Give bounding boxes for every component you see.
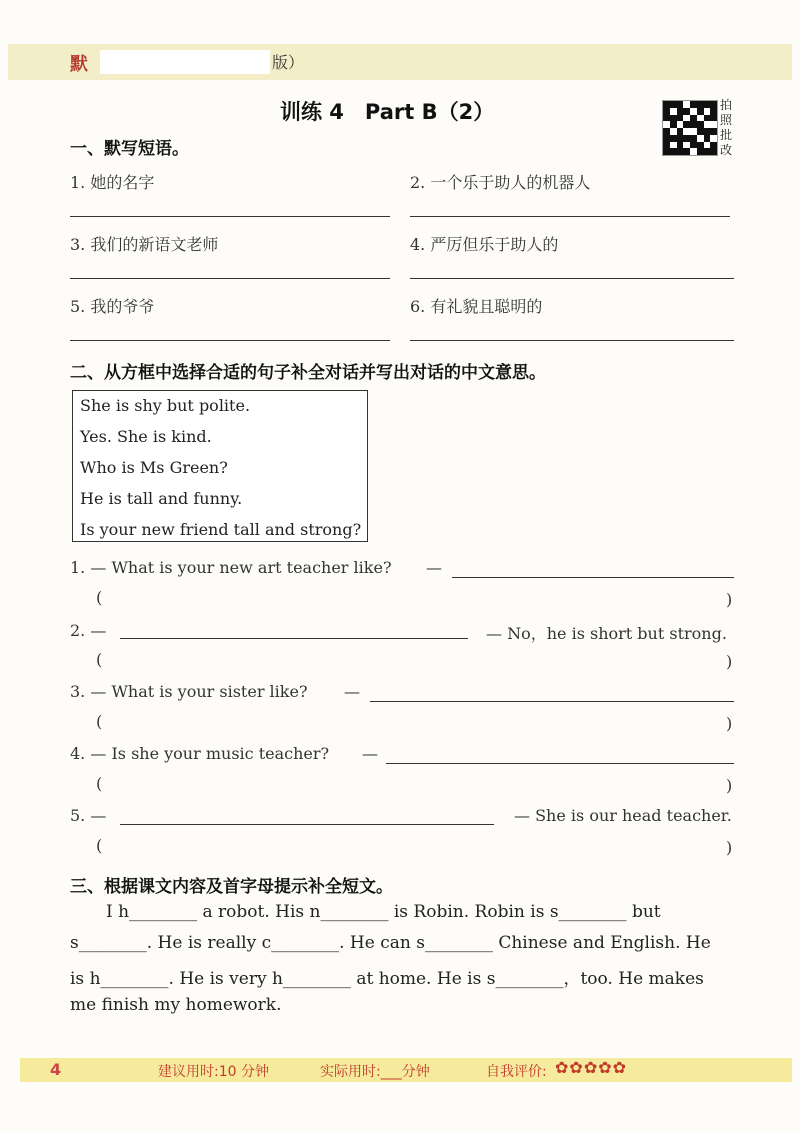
rating-flowers-icon[interactable]: ✿✿✿✿✿ [555,1058,628,1077]
header-series-label: 默 [70,54,88,75]
dialog-q4-dash: — [362,744,378,763]
s1-answer-line-6[interactable] [410,340,734,341]
translation-paren-close: ) [726,776,733,795]
translation-paren-open: ( [96,650,103,669]
dialog-q3-blank[interactable] [370,701,734,702]
qr-caption: 拍照批改 [720,98,733,157]
page-title: 训练 4 Part B（2） [280,100,495,124]
dialog-q5-blank[interactable] [120,824,494,825]
dialog-q1-dash: — [426,558,442,577]
translation-paren-close: ) [726,590,733,609]
dialog-q1: 1. — What is your new art teacher like? [70,558,392,577]
qr-code-icon[interactable] [662,100,718,156]
s1-answer-line-2[interactable] [410,216,730,217]
translation-paren-open: ( [96,774,103,793]
dialog-q5-reply: — She is our head teacher. [514,806,732,825]
s1-answer-line-4[interactable] [410,278,734,279]
choice-option: Is your new friend tall and strong? [80,520,362,539]
translation-paren-close: ) [726,838,733,857]
suggested-time: 建议用时:10 分钟 [158,1064,269,1080]
s1-item-4: 4. 严厉但乐于助人的 [410,235,559,254]
s1-answer-line-5[interactable] [70,340,390,341]
self-evaluation-label: 自我评价: [486,1064,547,1080]
s1-answer-line-3[interactable] [70,278,390,279]
choice-option: Yes. She is kind. [80,427,212,446]
dialog-q3: 3. — What is your sister like? [70,682,308,701]
passage-line-1: I h________ a robot. His n________ is Robin. Robin is s________ but [106,902,661,922]
dialog-q2-blank[interactable] [120,638,468,639]
dialog-q3-dash: — [344,682,360,701]
header-redaction [100,50,270,74]
header-edition-label: 版） [272,53,305,72]
translation-paren-close: ) [726,652,733,671]
passage-line-3: is h________. He is very h________ at home. He is s________，too. He makes [70,969,704,989]
section3-title: 三、根据课文内容及首字母提示补全短文。 [70,877,393,897]
s1-item-1: 1. 她的名字 [70,173,155,192]
s1-item-5: 5. 我的爷爷 [70,297,155,316]
s1-item-2: 2. 一个乐于助人的机器人 [410,173,591,192]
page-number: 4 [50,1060,62,1079]
dialog-q5: 5. — [70,806,107,825]
section1-title: 一、默写短语。 [70,139,189,159]
translation-paren-open: ( [96,588,103,607]
s1-answer-line-1[interactable] [70,216,390,217]
choice-option: Who is Ms Green? [80,458,228,477]
passage-line-4: me finish my homework. [70,995,282,1015]
dialog-q4: 4. — Is she your music teacher? [70,744,330,763]
dialog-q2-reply: — No，he is short but strong. [486,624,727,643]
translation-paren-close: ) [726,714,733,733]
passage-line-2: s________. He is really c________. He can s________ Chinese and English. He [70,933,711,953]
dialog-q4-blank[interactable] [386,763,734,764]
dialog-q2: 2. — [70,621,107,640]
section2-title: 二、从方框中选择合适的句子补全对话并写出对话的中文意思。 [70,363,546,383]
translation-paren-open: ( [96,712,103,731]
dialog-q1-blank[interactable] [452,577,734,578]
s1-item-3: 3. 我们的新语文老师 [70,235,219,254]
actual-time: 实际用时:___分钟 [320,1064,430,1080]
choice-option: He is tall and funny. [80,489,243,508]
choice-option: She is shy but polite. [80,396,251,415]
translation-paren-open: ( [96,836,103,855]
s1-item-6: 6. 有礼貌且聪明的 [410,297,543,316]
